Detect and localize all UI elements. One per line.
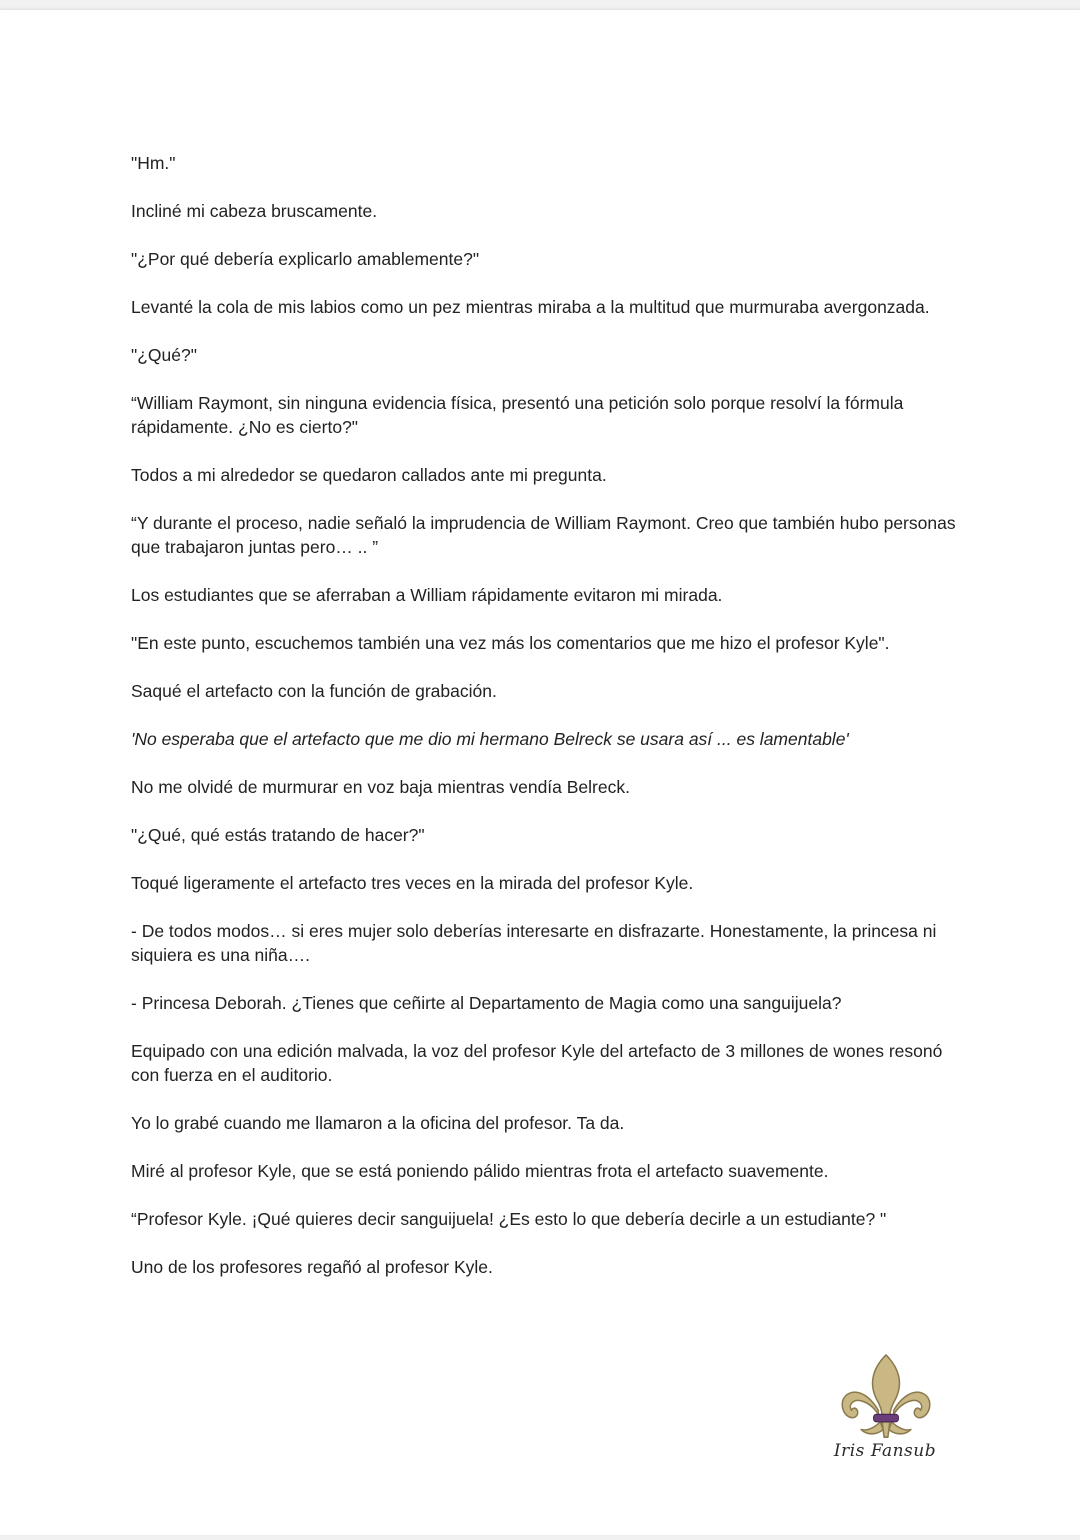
paragraph: - Princesa Deborah. ¿Tienes que ceñirte al Departamento de Magia como una sanguijuela? [131,993,842,1013]
paragraph: Uno de los profesores regañó al profesor Kyle. [131,1257,493,1277]
paragraph: Incliné mi cabeza bruscamente. [131,201,378,221]
paragraph: Levanté la cola de mis labios como un pez mientras miraba a la multitud que murmuraba avergonzada. [131,297,930,317]
watermark-logo [832,1353,942,1468]
paragraph: Yo lo grabé cuando me llamaron a la oficina del profesor. Ta da. [131,1113,625,1133]
fleur-de-lis-icon [838,1353,934,1441]
paragraph: - De todos modos… si eres mujer solo deberías interesarte en disfrazarte. Honestamente, la princesa ni siquiera es una niña…. [131,921,942,965]
paragraph: "En este punto, escuchemos también una vez más los comentarios que me hizo el profesor Kyle". [131,633,890,653]
document-page [0,10,1080,1535]
paragraph: "Hm." [131,153,176,173]
paragraph: "¿Por qué debería explicarlo amablemente?" [131,249,480,269]
document-body [131,151,961,1303]
paragraph: “William Raymont, sin ninguna evidencia física, presentó una petición solo porque resolví la fórmula rápidamente. ¿No es cierto?" [131,393,909,437]
logo-caption: Iris Fansub [833,1441,937,1461]
paragraph: "¿Qué?" [131,345,197,365]
paragraph: "¿Qué, qué estás tratando de hacer?" [131,825,425,845]
paragraph: Los estudiantes que se aferraban a William rápidamente evitaron mi mirada. [131,585,723,605]
paragraph: No me olvidé de murmurar en voz baja mientras vendía Belreck. [131,777,630,797]
paragraph: Saqué el artefacto con la función de grabación. [131,681,497,701]
paragraph: Todos a mi alrededor se quedaron callados ante mi pregunta. [131,465,607,485]
paragraph: Equipado con una edición malvada, la voz del profesor Kyle del artefacto de 3 millones de wones resonó con fuerza en el auditorio. [131,1041,948,1085]
paragraph: 'No esperaba que el artefacto que me dio mi hermano Belreck se usara así ... es lamentable' [131,729,849,749]
paragraph: “Profesor Kyle. ¡Qué quieres decir sanguijuela! ¿Es esto lo que debería decirle a un estudiante? " [131,1209,887,1229]
paragraph: “Y durante el proceso, nadie señaló la imprudencia de William Raymont. Creo que también hubo personas que trabajaron juntas pero… .. ” [131,513,961,557]
paragraph: Miré al profesor Kyle, que se está poniendo pálido mientras frota el artefacto suavemente. [131,1161,829,1181]
paragraph: Toqué ligeramente el artefacto tres veces en la mirada del profesor Kyle. [131,873,694,893]
